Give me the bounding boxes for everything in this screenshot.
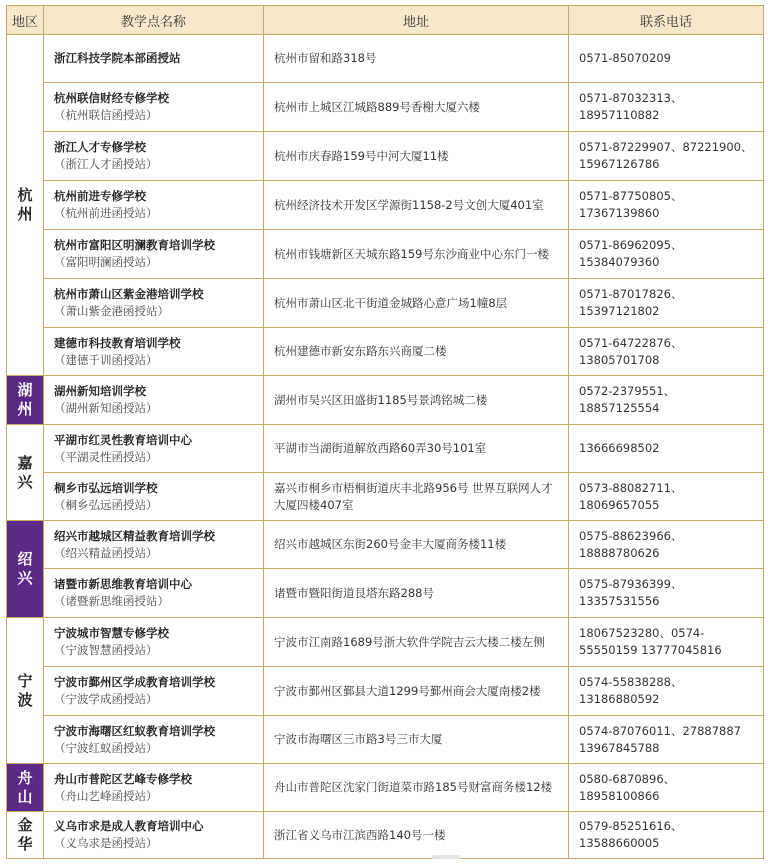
region-cell (7, 618, 44, 764)
region-label: 绍兴 (17, 550, 33, 587)
site-name: 宁波市海曙区红蚁教育培训学校 (54, 723, 215, 738)
site-station-name: （浙江人才函授站） (54, 157, 158, 171)
table-row (7, 328, 764, 376)
site-station-name: （桐乡弘远函授站） (54, 497, 158, 512)
site-station-name: （诸暨新思维函授站） (54, 594, 169, 608)
phone-cell: 0573-88082711、18069657055 (569, 473, 764, 521)
site-station-name: （湖州新知函授站） (54, 401, 158, 415)
address-cell: 宁波市鄞州区鄞县大道1299号鄞州商会大厦南楼2楼 (264, 667, 569, 716)
site-name: 杭州市富阳区明澜教育培训学校 (54, 238, 215, 252)
table-row (7, 764, 764, 812)
site-station-name: （平湖灵性函授站） (54, 449, 158, 464)
address-cell: 杭州市萧山区北干街道金城路心意广场1幢8层 (264, 279, 569, 328)
header-address: 地址 (264, 6, 569, 35)
phone-cell: 0574-87076011、27887887 13967845788 (569, 716, 764, 764)
table-row (7, 230, 764, 279)
table-row (7, 667, 764, 716)
header-row (7, 6, 764, 35)
phone-cell: 0575-88623966、18888780626 (569, 521, 764, 569)
phone-cell: 0571-87017826、15397121802 (569, 279, 764, 328)
table-row (7, 812, 764, 859)
site-name: 绍兴市越城区精益教育培训学校 (54, 528, 215, 543)
site-name-cell (44, 618, 264, 667)
site-name: 湖州新知培训学校 (54, 384, 146, 398)
site-name-cell (44, 230, 264, 279)
site-station-name: （宁波智慧函授站） (54, 643, 158, 657)
phone-cell: 0571-87032313、18957110882 (569, 83, 764, 132)
region-cell (7, 521, 44, 618)
site-name-cell (44, 328, 264, 376)
address-cell: 绍兴市越城区东街260号金丰大厦商务楼11楼 (264, 521, 569, 569)
region-label: 舟山 (17, 768, 33, 806)
table-row (7, 569, 764, 618)
site-station-name: （杭州联信函授站） (54, 108, 158, 122)
site-name: 杭州前进专修学校 (54, 189, 146, 203)
phone-cell: 0571-87750805、17367139860 (569, 181, 764, 230)
region-label: 湖州 (17, 381, 33, 418)
site-name-cell (44, 376, 264, 425)
site-name-cell (44, 279, 264, 328)
site-name-cell (44, 35, 264, 83)
site-name: 杭州联信财经专修学校 (54, 91, 169, 105)
phone-cell: 0575-87936399、13357531556 (569, 569, 764, 618)
region-cell (7, 764, 44, 812)
address-cell: 杭州市庆春路159号中河大厦11楼 (264, 132, 569, 181)
header-region: 地区 (7, 6, 44, 35)
site-station-name: （杭州前进函授站） (54, 206, 158, 220)
table-row (7, 376, 764, 425)
site-name: 宁波市鄞州区学成教育培训学校 (54, 675, 215, 689)
site-station-name: （萧山紫金港函授站） (54, 304, 169, 318)
table-row (7, 35, 764, 83)
site-name-cell (44, 569, 264, 618)
phone-cell: 0579-85251616、13588660005 (569, 812, 764, 859)
table-row (7, 425, 764, 473)
table-row (7, 181, 764, 230)
teaching-sites-table (6, 5, 764, 859)
site-name-cell (44, 132, 264, 181)
address-cell: 杭州建德市新安东路东兴商厦二楼 (264, 328, 569, 376)
phone-cell: 0572-2379551、18857125554 (569, 376, 764, 425)
site-name: 浙江人才专修学校 (54, 140, 146, 154)
site-name-cell (44, 667, 264, 716)
phone-cell: 18067523280、0574-55550159 13777045816 (569, 618, 764, 667)
table-row (7, 716, 764, 764)
address-cell: 舟山市普陀区沈家门街道菜市路185号财富商务楼12楼 (264, 764, 569, 812)
site-station-name: （义乌求是函授站） (54, 836, 158, 850)
address-cell: 诸暨市暨阳街道艮塔东路288号 (264, 569, 569, 618)
table-row (7, 473, 764, 521)
site-name-cell (44, 521, 264, 569)
region-cell (7, 425, 44, 521)
phone-cell: 0571-64722876、13805701708 (569, 328, 764, 376)
site-name-cell (44, 83, 264, 132)
address-cell: 平湖市当湖街道解放西路60弄30号101室 (264, 425, 569, 473)
address-cell: 杭州市留和路318号 (264, 35, 569, 83)
site-name: 平湖市红灵性教育培训中心 (54, 432, 192, 447)
page-scroll-indicator (432, 855, 460, 859)
address-cell: 湖州市吴兴区田盛街1185号景鸿铭城二楼 (264, 376, 569, 425)
region-label: 杭州 (17, 186, 33, 223)
site-name: 杭州市萧山区紫金港培训学校 (54, 287, 204, 301)
table-row (7, 132, 764, 181)
table-row (7, 521, 764, 569)
region-cell (7, 376, 44, 425)
site-name: 宁波城市智慧专修学校 (54, 626, 169, 640)
site-name-cell (44, 764, 264, 812)
site-name: 义乌市求是成人教育培训中心 (54, 819, 204, 833)
site-name: 浙江科技学院本部函授站 (54, 51, 181, 65)
address-cell: 嘉兴市桐乡市梧桐街道庆丰北路956号 世界互联网人才大厦四楼407室 (264, 473, 569, 521)
address-cell: 浙江省义乌市江滨西路140号一楼 (264, 812, 569, 859)
table-row (7, 83, 764, 132)
region-cell (7, 812, 44, 859)
header-name: 教学点名称 (44, 6, 264, 35)
phone-cell: 0574-55838288、13186880592 (569, 667, 764, 716)
region-label: 嘉兴 (17, 453, 33, 491)
site-station-name: （舟山艺峰函授站） (54, 788, 158, 803)
region-label: 金华 (17, 816, 33, 853)
site-name: 舟山市普陀区艺峰专修学校 (54, 771, 192, 786)
phone-cell: 13666698502 (569, 425, 764, 473)
address-cell: 杭州市上城区江城路889号香榭大厦六楼 (264, 83, 569, 132)
address-cell: 杭州市钱塘新区天城东路159号东沙商业中心东门一楼 (264, 230, 569, 279)
address-cell: 宁波市海曙区三市路3号三市大厦 (264, 716, 569, 764)
site-station-name: （绍兴精益函授站） (54, 545, 158, 560)
site-station-name: （富阳明澜函授站） (54, 255, 158, 269)
site-name-cell (44, 716, 264, 764)
phone-cell: 0571-85070209 (569, 35, 764, 83)
table-row (7, 618, 764, 667)
region-label: 宁波 (17, 671, 33, 709)
site-name-cell (44, 473, 264, 521)
site-station-name: （建德千训函授站） (54, 352, 158, 367)
phone-cell: 0580-6870896、18958100866 (569, 764, 764, 812)
address-cell: 宁波市江南路1689号浙大软件学院吉云大楼二楼左侧 (264, 618, 569, 667)
region-cell (7, 35, 44, 376)
phone-cell: 0571-86962095、15384079360 (569, 230, 764, 279)
site-name: 诸暨市新思维教育培训中心 (54, 577, 192, 591)
site-station-name: （宁波学成函授站） (54, 692, 158, 706)
phone-cell: 0571-87229907、87221900、15967126786 (569, 132, 764, 181)
site-name-cell (44, 425, 264, 473)
address-cell: 杭州经济技术开发区学源街1158-2号文创大厦401室 (264, 181, 569, 230)
site-name: 建德市科技教育培训学校 (54, 335, 181, 350)
table-row (7, 279, 764, 328)
site-station-name: （宁波红蚁函授站） (54, 740, 158, 755)
header-phone: 联系电话 (569, 6, 764, 35)
table-body (7, 35, 764, 859)
site-name-cell (44, 181, 264, 230)
site-name: 桐乡市弘远培训学校 (54, 480, 158, 495)
site-name-cell (44, 812, 264, 859)
